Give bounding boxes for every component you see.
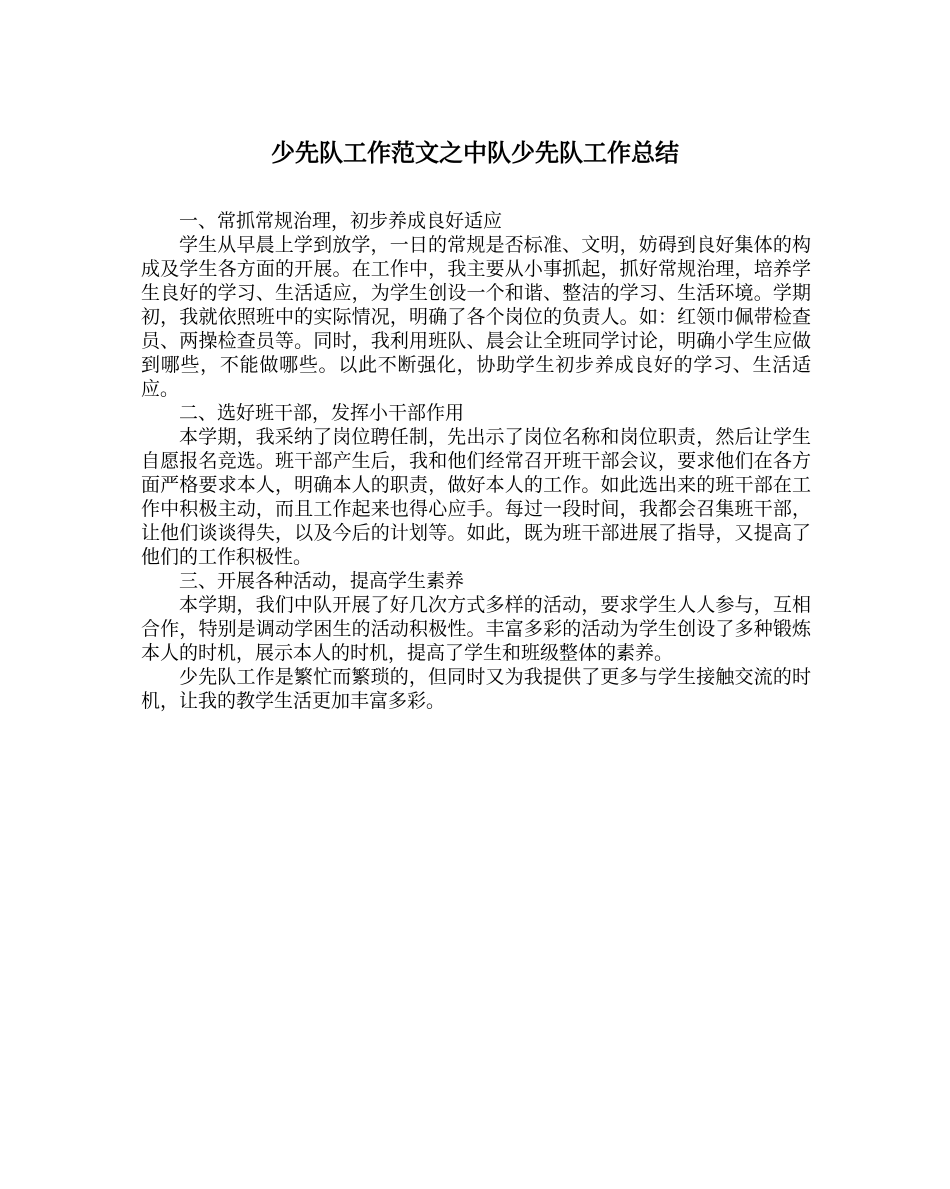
section-heading-2: 二、选好班干部，发挥小干部作用 [179, 402, 465, 424]
paragraph-3: 本学期，我们中队开展了好几次方式多样的活动，要求学生人人参与，互相合作，特别是调动学困生的活动积极性。丰富多彩的活动为学生创设了多种锻炼本人的时机，展示本人的时机，提高了学生和班级整体的素养。 [141, 594, 811, 664]
paragraph-1: 学生从早晨上学到放学，一日的常规是否标准、文明，妨碍到良好集体的构成及学生各方面的开展。在工作中，我主要从小事抓起，抓好常规治理，培养学生良好的学习、生活适应，为学生创设一个和谐、整洁的学习、生活环境。学期初，我就依照班中的实际情况，明确了各个岗位的负责人。如：红领巾佩带检查员、两操检查员等。同时，我利用班队、晨会让全班同学讨论，明确小学生应做到哪些，不能做哪些。以此不断强化，协助学生初步养成良好的学习、生活适应。 [141, 234, 811, 400]
section-heading-1: 一、常抓常规治理，初步养成良好适应 [179, 210, 503, 232]
section-heading-3: 三、开展各种活动，提高学生素养 [179, 570, 465, 592]
document-body [141, 209, 811, 713]
paragraph-2: 本学期，我采纳了岗位聘任制，先出示了岗位名称和岗位职责，然后让学生自愿报名竞选。班干部产生后，我和他们经常召开班干部会议，要求他们在各方面严格要求本人，明确本人的职责，做好本人的工作。如此选出来的班干部在工作中积极主动，而且工作起来也得心应手。每过一段时间，我都会召集班干部，让他们谈谈得失，以及今后的计划等。如此，既为班干部进展了指导，又提高了他们的工作积极性。 [141, 426, 811, 568]
document-title: 少先队工作范文之中队少先队工作总结 [271, 138, 679, 167]
closing-paragraph: 少先队工作是繁忙而繁琐的，但同时又为我提供了更多与学生接触交流的时机，让我的教学生活更加丰富多彩。 [141, 666, 811, 712]
